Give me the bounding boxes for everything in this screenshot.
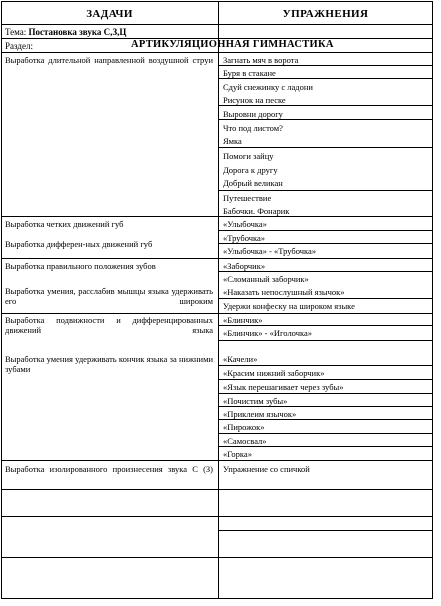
exercise-item: «Блинчик» - «Иголочка» (223, 328, 313, 338)
exercise-item: Удержи конфеску на широком языке (223, 301, 355, 311)
rule (218, 230, 433, 231)
rule (218, 119, 433, 120)
rule (218, 406, 433, 407)
exercise-item: Дорога к другу (223, 165, 278, 175)
rule (218, 446, 433, 447)
exercise-item: «Самосвал» (223, 436, 267, 446)
rule-section (1, 52, 433, 53)
task-teeth-position: Выработка правильного положения зубов (5, 261, 156, 271)
exercise-item: «Блинчик» (223, 315, 263, 325)
task-tongue-wide: Выработка умения, расслабив мышцы языка удерживать его широким (5, 286, 213, 306)
exercise-item: «Качели» (223, 354, 258, 364)
exercise-item: «Приклеим язычок» (223, 409, 297, 419)
rule (1, 516, 433, 517)
rule (218, 393, 433, 394)
rule (218, 243, 433, 244)
exercise-item: Добрый великан (223, 178, 283, 188)
exercise-item: «Наказать непослушный язычок» (223, 287, 345, 297)
rule (218, 379, 433, 380)
rule (218, 340, 433, 341)
rule (1, 489, 433, 490)
exercise-item: Помоги зайцу (223, 151, 274, 161)
rule (218, 419, 433, 420)
exercise-item: Буря в стакане (223, 68, 276, 78)
column-divider (218, 1, 219, 599)
column-header-tasks: ЗАДАЧИ (86, 8, 133, 20)
exercise-item: «Горка» (223, 449, 252, 459)
rule-header (1, 24, 433, 25)
rule (1, 258, 433, 259)
exercise-item: Ямка (223, 136, 242, 146)
exercise-item: Бабочки. Фонарик (223, 206, 290, 216)
theme-label: Тема: (5, 27, 27, 37)
rule (218, 147, 433, 148)
rule (218, 298, 433, 299)
exercise-item: «Трубочка» (223, 233, 266, 243)
rule (218, 365, 433, 366)
task-lips-differentiated: Выработка дифферен-ных движений губ (5, 239, 153, 249)
exercise-item: «Язык перешагивает через зубы» (223, 382, 344, 392)
column-header-exercises: УПРАЖНЕНИЯ (282, 8, 369, 20)
exercise-item: Что под листом? (223, 123, 283, 133)
section-label: Раздел: (5, 41, 33, 51)
theme-value: Постановка звука С,З,Ц (28, 27, 127, 37)
rule (218, 105, 433, 106)
exercise-item: «Красим нижний заборчик» (223, 368, 325, 378)
rule (1, 313, 433, 314)
exercise-item: «Почистим зубы» (223, 396, 288, 406)
rule (1, 460, 433, 461)
rule (218, 530, 433, 531)
exercise-item: «Улыбочка» - «Трубочка» (223, 246, 317, 256)
exercise-item: Упражнение со спичкой (223, 464, 310, 474)
rule (218, 433, 433, 434)
section-title: АРТИКУЛЯЦИОННАЯ ГИМНАСТИКА (131, 39, 334, 50)
task-tongue-tip: Выработка умения удерживать кончик языка за нижними зубами (5, 354, 213, 374)
rule (218, 325, 433, 326)
exercise-item: «Заборчик» (223, 261, 266, 271)
task-airflow: Выработка длительной направленной воздушной струи (5, 55, 213, 65)
exercise-item: «Пирожок» (223, 422, 265, 432)
exercise-item: «Улыбочка» (223, 219, 267, 229)
exercise-item: Сдуй снежинку с ладони (223, 82, 313, 92)
rule (218, 78, 433, 79)
rule (218, 271, 433, 272)
rule (1, 216, 433, 217)
exercise-item: «Сломанный заборчик» (223, 274, 309, 284)
task-lips-clear: Выработка четких движений губ (5, 219, 124, 229)
task-tongue-mobility: Выработка подвижности и дифференцированных движений языка (5, 315, 213, 335)
exercise-item: Рисунок на песке (223, 95, 286, 105)
rule (218, 190, 433, 191)
task-isolated-sound: Выработка изолированного произнесения звука С (З) (5, 464, 213, 474)
rule (1, 557, 433, 558)
theme-line (5, 27, 126, 37)
exercise-item: Выровни дорогу (223, 109, 283, 119)
exercise-item: Путешествие (223, 193, 272, 203)
rule (218, 65, 433, 66)
exercise-item: Загнать мяч в ворота (223, 55, 299, 65)
